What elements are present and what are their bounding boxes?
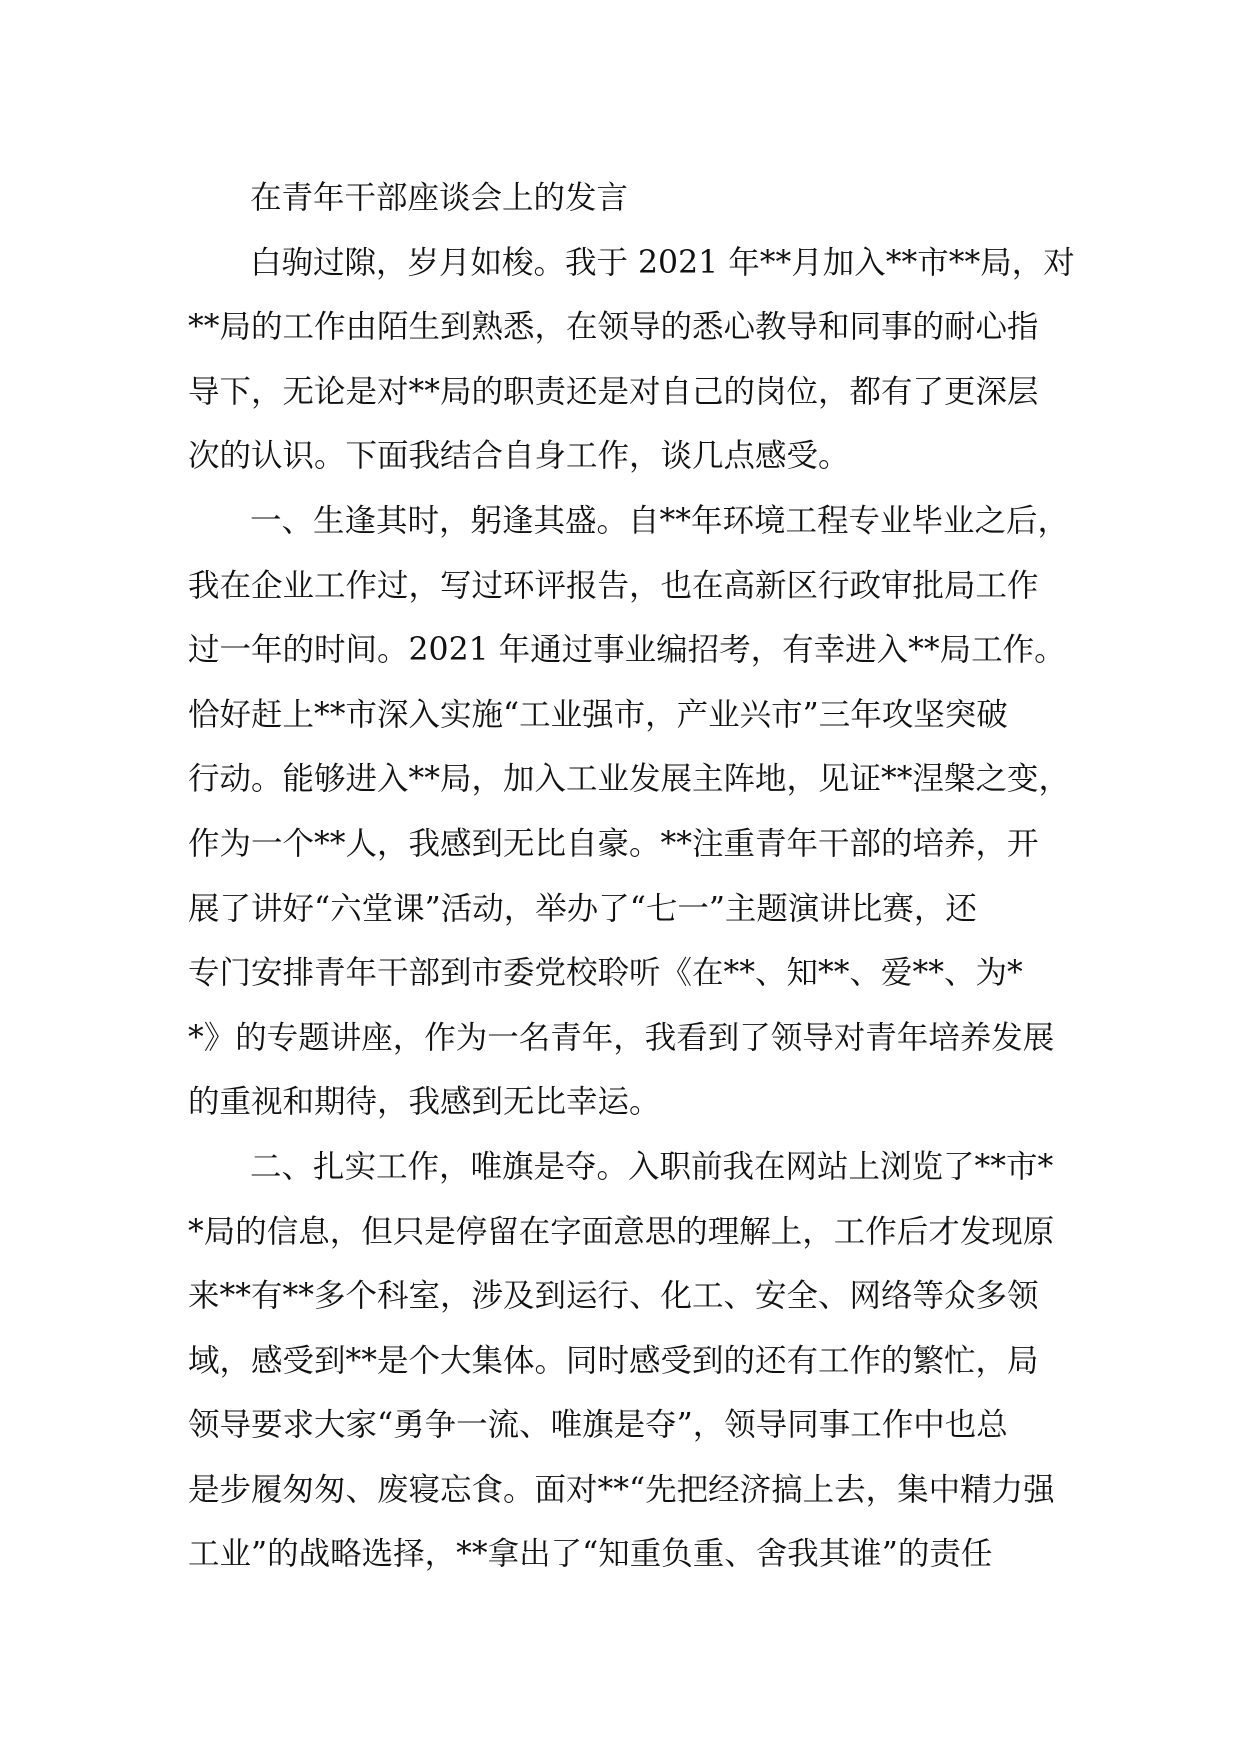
paragraph-line: 的重视和期待，我感到无比幸运。 — [188, 1084, 661, 1121]
paragraph-line: 白驹过隙，岁月如梭。我于 2021 年**月加入**市**局，对 — [250, 244, 1075, 281]
document-title: 在青年干部座谈会上的发言 — [250, 180, 629, 216]
paragraph-line: 导下，无论是对**局的职责还是对自己的岗位，都有了更深层 — [188, 373, 1039, 410]
paragraph-line: 域，感受到**是个大集体。同时感受到的还有工作的繁忙，局 — [188, 1342, 1039, 1379]
paragraph-line: *局的信息，但只是停留在字面意思的理解上，工作后才发现原 — [188, 1213, 1055, 1250]
paragraph-line: 我在企业工作过，写过环评报告，也在高新区行政审批局工作 — [188, 567, 1039, 604]
paragraph-line: 领导要求大家“勇争一流、唯旗是夺”，领导同事工作中也总 — [188, 1407, 1008, 1444]
paragraph-line: 作为一个**人，我感到无比自豪。**注重青年干部的培养，开 — [188, 825, 1039, 862]
document-body — [188, 166, 1088, 1587]
paragraph-line: 过一年的时间。2021 年通过事业编招考，有幸进入**局工作。 — [188, 632, 1066, 669]
paragraph-line: 是步履匆匆、废寝忘食。面对**“先把经济搞上去，集中精力强 — [188, 1471, 1055, 1508]
paragraph-line: *》的专题讲座，作为一名青年，我看到了领导对青年培养发展 — [188, 1019, 1055, 1056]
paragraph-line: 展了讲好“六堂课”活动，举办了“七一”主题演讲比赛，还 — [188, 890, 977, 927]
paragraph-line: 一、生逢其时，躬逢其盛。自**年环境工程专业毕业之后， — [250, 502, 1070, 539]
paragraph-line: 行动。能够进入**局，加入工业发展主阵地，见证**涅槃之变， — [188, 761, 1071, 798]
paragraph-line: **局的工作由陌生到熟悉，在领导的悉心教导和同事的耐心指 — [188, 309, 1039, 346]
paragraph-line: 二、扎实工作，唯旗是夺。入职前我在网站上浏览了**市* — [250, 1148, 1054, 1185]
paragraph-line: 工业”的战略选择，**拿出了“知重负重、舍我其谁”的责任 — [188, 1536, 993, 1573]
paragraph-line: 专门安排青年干部到市委党校聆听《在**、知**、爱**、为* — [188, 955, 1023, 992]
paragraph-line: 次的认识。下面我结合自身工作，谈几点感受。 — [188, 438, 850, 475]
paragraph-line: 恰好赶上**市深入实施“工业强市，产业兴市”三年攻坚突破 — [188, 696, 1008, 733]
paragraph-line: 来**有**多个科室，涉及到运行、化工、安全、网络等众多领 — [188, 1278, 1039, 1315]
